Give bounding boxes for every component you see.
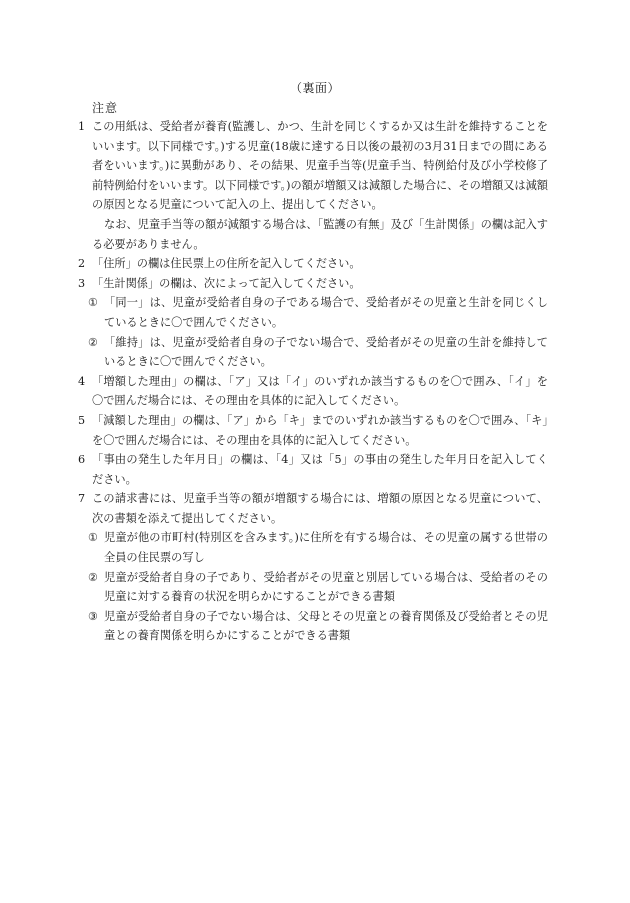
sub-text: 「同一」は、児童が受給者自身の子である場合で、受給者がその児童と生計を同じくしているときに〇で囲んでください。 (104, 296, 548, 329)
note-3-sub-2 (78, 333, 548, 372)
note-number: 5 (78, 413, 86, 427)
note-item-1-paragraph: なお、児童手当等の額が減額する場合は、「監護の有無」及び「生計関係」の欄は記入する必要がありません。 (92, 217, 548, 251)
notes-title: 注意 (92, 101, 119, 115)
notes-list (78, 117, 548, 646)
note-number: 6 (78, 453, 86, 467)
note-item-3 (78, 274, 548, 294)
note-text: 「減額した理由」の欄は、「ア」から「キ」までのいずれか該当するものを〇で囲み、「キ」を〇で囲んだ場合には、その理由を具体的に記入してください。 (92, 413, 548, 447)
sub-number: ① (88, 296, 99, 310)
note-text: 「住所」の欄は住民票上の住所を記入してください。 (92, 257, 361, 271)
note-text: 「増額した理由」の欄は、「ア」又は「イ」のいずれか該当するものを〇で囲み、「イ」を〇で囲んだ場合には、その理由を具体的に記入してください。 (92, 374, 548, 408)
sub-text: 児童が他の市町村(特別区を含みます。)に住所を有する場合は、その児童の属する世帯の全員の住民票の写し (104, 531, 548, 565)
sub-number: ② (88, 335, 99, 349)
sub-number: ② (88, 570, 99, 584)
note-item-4 (78, 372, 548, 411)
note-number: 2 (78, 257, 86, 271)
sub-text: 児童が受給者自身の子であり、受給者がその児童と別居している場合は、受給者のその児童に対する養育の状況を明らかにすることができる書類 (104, 570, 548, 604)
note-7-sub-2 (78, 568, 548, 607)
sub-number: ① (88, 531, 99, 545)
note-text: 「事由の発生した年月日」の欄は、「4」又は「5」の事由の発生した年月日を記入してください。 (92, 453, 548, 486)
note-3-sub-1 (78, 293, 548, 332)
note-item-2 (78, 254, 548, 274)
note-item-5 (78, 411, 548, 450)
note-number: 3 (78, 276, 86, 290)
page-heading: （裏面） (289, 81, 340, 95)
note-7-sub-1 (78, 528, 548, 567)
sub-number: ③ (88, 609, 99, 623)
note-text: この用紙は、受給者が養育(監護し、かつ、生計を同じくするか又は生計を維持することをいいます。以下同様です。)する児童(18歳に達する日以後の最初の3月31日までの間にある者をいいます。)に異動があり、その結果、児童手当等(児童手当、特例給付及び小学校修了前特例給付をいいます。以下同様です。)の額が増額又は減額した場合に、その増額又は減額の原因となる児童について記入の上、提出してください。 (92, 120, 548, 212)
sub-text: 「維持」は、児童が受給者自身の子でない場合で、受給者がその児童の生計を維持しているときに〇で囲んでください。 (104, 335, 548, 369)
note-number: 4 (78, 374, 86, 388)
note-7-sub-3 (78, 607, 548, 646)
note-text: 「生計関係」の欄は、次によって記入してください。 (92, 276, 361, 290)
note-item-7 (78, 489, 548, 528)
sub-text: 児童が受給者自身の子でない場合は、父母とその児童との養育関係及び受給者とその児童との養育関係を明らかにすることができる書類 (104, 609, 548, 643)
note-number: 7 (78, 492, 86, 506)
note-item-6 (78, 450, 548, 489)
note-item-1 (78, 117, 548, 215)
note-number: 1 (78, 120, 86, 133)
note-text: この請求書には、児童手当等の額が増額する場合には、増額の原因となる児童について、次の書類を添えて提出してください。 (92, 492, 548, 525)
